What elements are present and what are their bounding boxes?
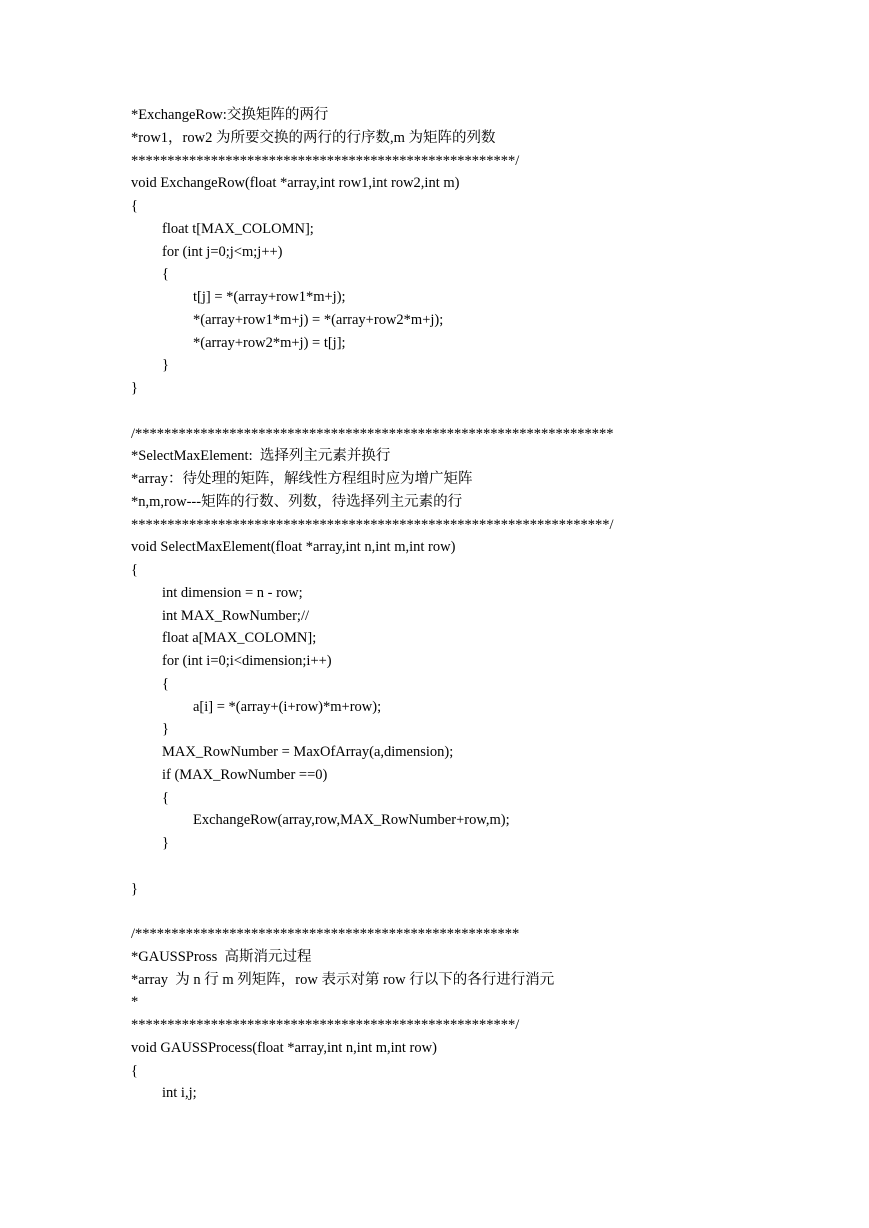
code-line: } — [162, 835, 169, 851]
code-line: void GAUSSProcess(float *array,int n,int m,int row) — [131, 1039, 437, 1056]
code-line: *(array+row2*m+j) = t[j]; — [193, 334, 346, 351]
code-line: MAX_RowNumber = MaxOfArray(a,dimension); — [162, 744, 454, 760]
code-line: ExchangeRow(array,row,MAX_RowNumber+row,m); — [193, 812, 510, 829]
code-line: int i,j; — [162, 1085, 197, 1102]
code-line: { — [162, 675, 169, 692]
code-line: *ExchangeRow:交换矩阵的两行 — [131, 107, 329, 123]
blank-line — [131, 400, 831, 423]
code-line: { — [162, 266, 169, 283]
code-line: void SelectMaxElement(float *array,int n,int m,int row) — [131, 539, 456, 556]
code-line: t[j] = *(array+row1*m+j); — [193, 289, 346, 305]
code-line: float a[MAX_COLOMN]; — [162, 630, 317, 647]
code-line: a[i] = *(array+(i+row)*m+row); — [193, 698, 382, 715]
blank-line — [131, 900, 831, 923]
code-line: *n,m,row---矩阵的行数、列数，待选择列主元素的行 — [131, 493, 463, 510]
blank-line — [131, 855, 831, 878]
code-line: ******************************************************************/ — [131, 516, 614, 533]
code-line: } — [162, 721, 169, 738]
code-line: } — [131, 380, 138, 396]
code-line: *row1，row2 为所要交换的两行的行序数,m 为矩阵的列数 — [131, 129, 496, 146]
code-line: if (MAX_RowNumber ==0) — [162, 766, 328, 783]
code-line: int MAX_RowNumber;// — [162, 607, 310, 624]
code-line: /****************************************************************** — [131, 425, 614, 442]
code-line: int dimension = n - row; — [162, 584, 303, 601]
code-line: * — [131, 994, 139, 1011]
code-line: *****************************************************/ — [131, 1017, 520, 1033]
code-line: *array 为 n 行 m 列矩阵，row 表示对第 row 行以下的各行进行消元 — [131, 971, 555, 988]
code-line: *array：待处理的矩阵，解线性方程组时应为增广矩阵 — [131, 471, 473, 487]
code-line: } — [162, 357, 169, 374]
code-line: { — [131, 198, 138, 214]
code-line: *SelectMaxElement: 选择列主元素并换行 — [131, 448, 391, 465]
code-listing — [131, 104, 831, 1105]
code-line: /***************************************************** — [131, 926, 520, 942]
code-line: for (int j=0;j<m;j++) — [162, 243, 283, 260]
code-line: *****************************************************/ — [131, 152, 520, 169]
code-line: void ExchangeRow(float *array,int row1,int row2,int m) — [131, 175, 460, 192]
code-line: { — [131, 562, 138, 578]
code-line: } — [131, 880, 138, 897]
code-line: { — [162, 789, 169, 806]
code-line: float t[MAX_COLOMN]; — [162, 220, 314, 237]
code-line: *GAUSSPross 高斯消元过程 — [131, 948, 312, 965]
code-line: for (int i=0;i<dimension;i++) — [162, 653, 332, 669]
code-line: *(array+row1*m+j) = *(array+row2*m+j); — [193, 311, 444, 328]
code-line: { — [131, 1062, 138, 1079]
